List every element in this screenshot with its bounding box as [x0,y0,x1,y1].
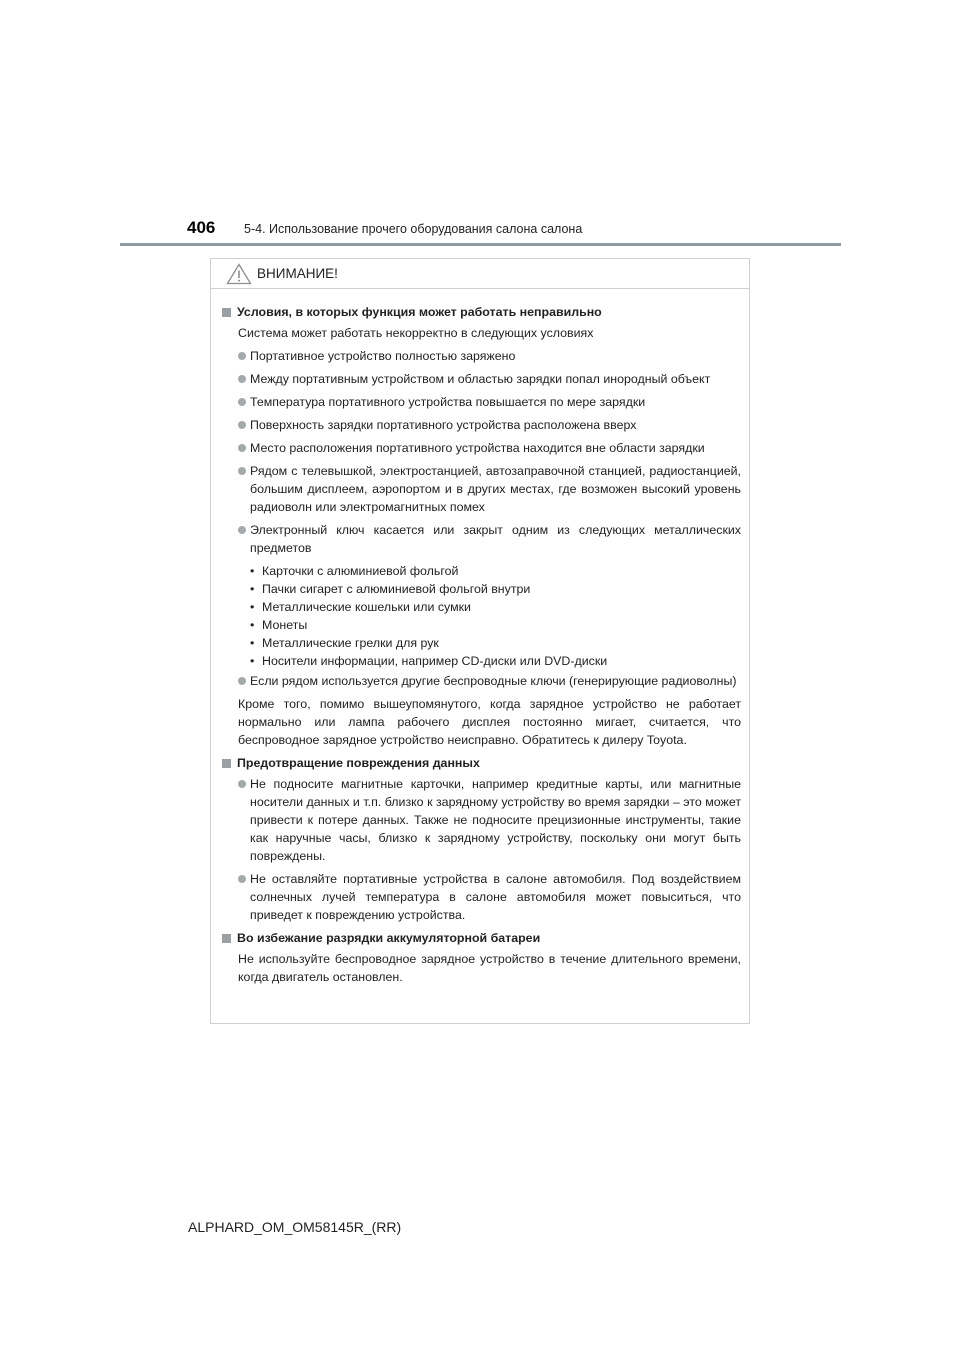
bullet-dot-icon [238,875,246,883]
section-heading: Предотвращение повреждения данных [219,754,741,772]
list-item: • Металлические грелки для рук [250,634,741,652]
bullet-item: Поверхность зарядки портативного устройства расположена вверх [219,416,741,434]
list-item: • Металлические кошельки или сумки [250,598,741,616]
bullet-dot-icon [238,444,246,452]
caution-header [211,259,749,289]
header-rule [120,243,841,246]
square-marker-icon [222,759,231,768]
paragraph: Система может работать некорректно в следующих условиях [238,326,594,340]
footer-document-code: ALPHARD_OM_OM58145R_(RR) [188,1219,402,1235]
bullet-dot-icon [238,780,246,788]
paragraph: Кроме того, помимо вышеупомянутого, когда зарядное устройство не работает нормально или лампа рабочего дисплея постоянно мигает, считается, что беспроводное зарядное устройство неисправно. Обратитесь к дилеру Toyota. [238,697,741,747]
warning-triangle-icon [226,263,252,285]
bullet-item: Электронный ключ касается или закрыт одним из следующих металлических предметов [219,521,741,557]
list-item: • Носители информации, например CD-диски или DVD-диски [250,652,741,670]
paragraph: Не используйте беспроводное зарядное устройство в течение длительного времени, когда двигатель остановлен. [238,952,741,984]
list-item: • Монеты [250,616,741,634]
list-item: • Карточки с алюминиевой фольгой [250,562,741,580]
bullet-dot-icon [238,421,246,429]
bullet-item: Портативное устройство полностью заряжено [219,347,741,365]
section-title: 5-4. Использование прочего оборудования салона салона [244,222,583,236]
caution-box [210,258,750,1024]
bullet-dot-icon [238,352,246,360]
bullet-item: Температура портативного устройства повышается по мере зарядки [219,393,741,411]
square-marker-icon [222,934,231,943]
bullet-dot-icon [238,375,246,383]
bullet-item: Между портативным устройством и областью зарядки попал инородный объект [219,370,741,388]
bullet-item: Не подносите магнитные карточки, например кредитные карты, или магнитные носители данных и т.п. близко к зарядному устройству во время зарядки – это может привести к потере данных. Также не подносите прецизионные инструменты, такие как наручные часы, близко к зарядному устройству, поскольку они могут быть повреждены. [219,775,741,865]
bullet-item: Рядом с телевышкой, электростанцией, автозаправочной станцией, радиостанцией, большим дисплеем, аэропортом и в других местах, где возможен высокий уровень радиоволн или электромагнитных помех [219,462,741,516]
section-heading: Условия, в которых функция может работать неправильно [219,303,741,321]
page-number: 406 [187,218,216,237]
bullet-dot-icon [238,467,246,475]
caution-label: ВНИМАНИЕ! [257,266,338,281]
bullet-dot-icon [238,677,246,685]
bullet-item: Не оставляйте портативные устройства в салоне автомобиля. Под воздействием солнечных лучей температура в салоне автомобиля может повыситься, что приведет к повреждению устройства. [219,870,741,924]
list-item: • Пачки сигарет с алюминиевой фольгой внутри [250,580,741,598]
bullet-item: Место расположения портативного устройства находится вне области зарядки [219,439,741,457]
bullet-dot-icon [238,398,246,406]
section-heading: Во избежание разрядки аккумуляторной батареи [219,929,741,947]
metal-items-list [219,562,741,670]
bullet-item: Если рядом используется другие беспроводные ключи (генерирующие радиоволны) [219,672,741,690]
square-marker-icon [222,308,231,317]
caution-body [211,289,749,986]
bullet-dot-icon [238,526,246,534]
